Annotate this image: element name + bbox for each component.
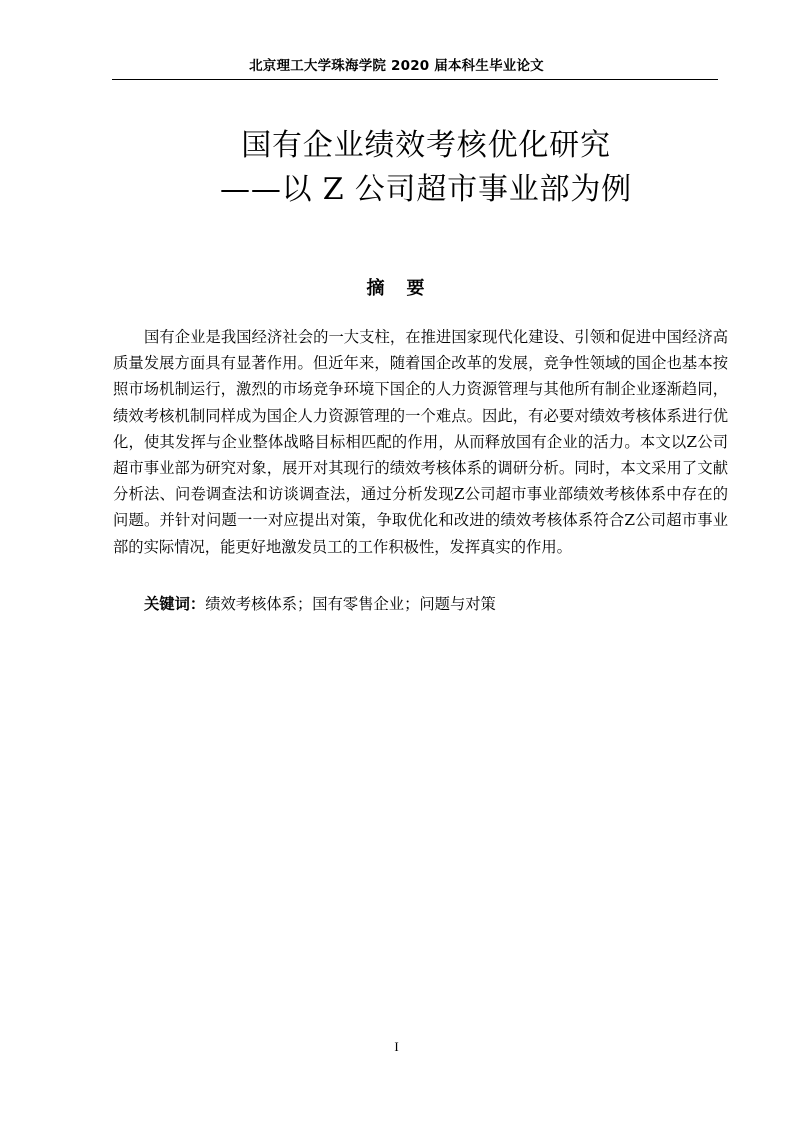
thesis-subtitle: ——以 Z 公司超市事业部为例 [220,172,632,207]
keywords-label: 关键词： [144,595,206,613]
running-header: 北京理工大学珠海学院 2020 届本科生毕业论文 [249,58,544,74]
abstract-heading: 摘 要 [366,278,427,299]
abstract-body: 国有企业是我国经济社会的一大支柱，在推进国家现代化建设、引领和促进中国经济高质量发展方面具有显著作用。但近年来，随着国企改革的发展，竞争性领域的国企也基本按照市场机制运行，激烈的市场竞争环境下国企的人力资源管理与其他所有制企业逐渐趋同，绩效考核机制同样成为国企人力资源管理的一个难点。因此，有必要对绩效考核体系进行优化，使其发挥与企业整体战略目标相匹配的作用，从而释放国有企业的活力。本文以Z公司超市事业部为研究对象，展开对其现行的绩效考核体系的调研分析。同时，本文采用了文献分析法、问卷调查法和访谈调查法，通过分析发现Z公司超市事业部绩效考核体系中存在的问题。并针对问题一一对应提出对策，争取优化和改进的绩效考核体系符合Z公司超市事业部的实际情况，能更好地激发员工的工作积极性，发挥真实的作用。 [113,328,728,556]
page-number: I [394,1039,399,1054]
thesis-title: 国有企业绩效考核优化研究 [241,128,611,163]
keywords-line [144,591,728,617]
header-divider [112,79,718,80]
keywords-value: 绩效考核体系；国有零售企业；问题与对策 [205,595,496,613]
